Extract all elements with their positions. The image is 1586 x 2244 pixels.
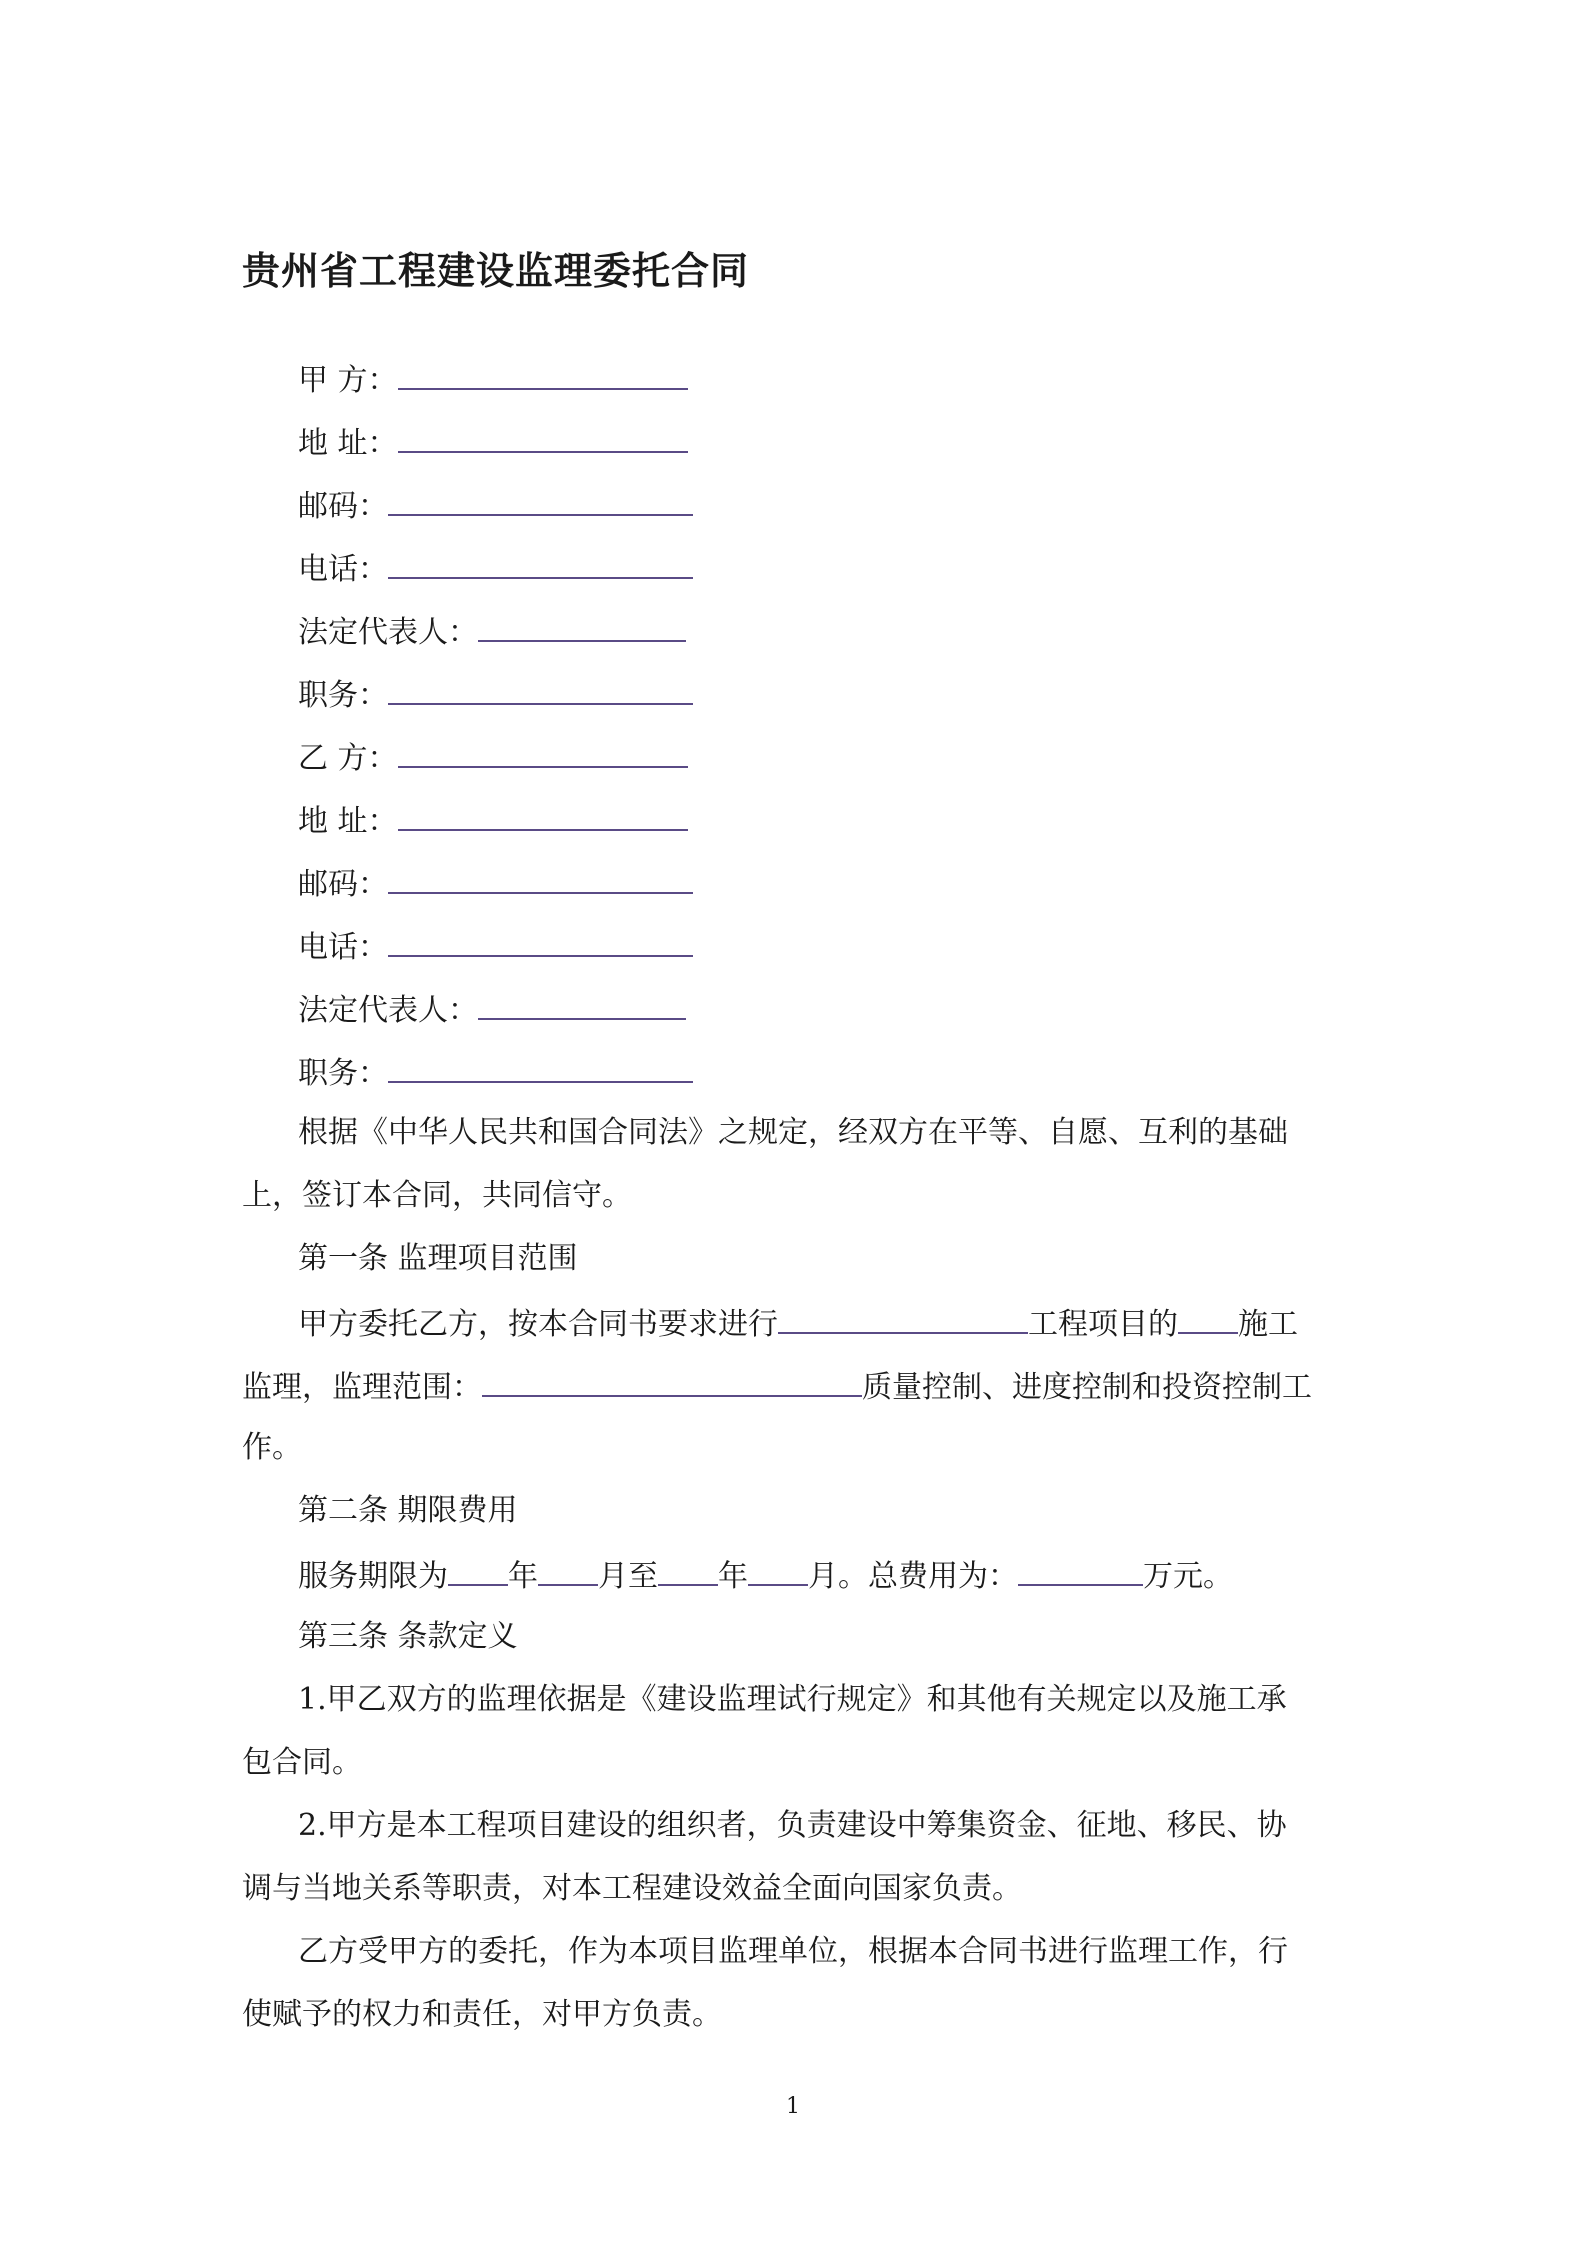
article-1-text-d: 监理，监理范围：	[242, 1370, 482, 1405]
party-b-postcode-blank	[388, 862, 693, 894]
term-text-e: 月。总费用为：	[808, 1559, 1018, 1594]
term-text-b: 年	[508, 1559, 538, 1594]
party-b-name-row	[298, 736, 688, 779]
party-a-legal-rep-label: 法定代表人：	[298, 615, 478, 650]
party-b-address-label: 地 址：	[298, 804, 398, 839]
party-a-postcode-row	[298, 484, 693, 527]
party-b-address-blank	[398, 799, 688, 831]
party-b-phone-label: 电话：	[298, 930, 388, 965]
party-a-address-label: 地 址：	[298, 426, 398, 461]
article-1-text-a: 甲方委托乙方，按本合同书要求进行	[298, 1307, 778, 1342]
preamble-line-1: 根据《中华人民共和国合同法》之规定，经双方在平等、自愿、互利的基础	[298, 1115, 1288, 1150]
article-1-heading: 第一条 监理项目范围	[298, 1241, 578, 1276]
party-b-position-blank	[388, 1051, 693, 1083]
party-b-postcode-label: 邮码：	[298, 867, 388, 902]
party-b-name-label: 乙 方：	[298, 741, 398, 776]
party-a-phone-blank	[388, 547, 693, 579]
article-2-line	[298, 1554, 1233, 1597]
start-year-blank	[448, 1554, 508, 1586]
party-b-legal-rep-row	[298, 988, 686, 1031]
end-month-blank	[748, 1554, 808, 1586]
party-b-address-row	[298, 799, 688, 842]
total-fee-blank	[1018, 1554, 1143, 1586]
project-name-blank	[778, 1302, 1028, 1334]
article-3-paragraph-line-1: 乙方受甲方的委托，作为本项目监理单位，根据本合同书进行监理工作，行	[298, 1934, 1288, 1969]
party-a-position-blank	[388, 673, 693, 705]
article-2-heading: 第二条 期限费用	[298, 1493, 518, 1528]
article-3-paragraph-line-2: 使赋予的权力和责任，对甲方负责。	[242, 1997, 722, 2032]
article-1-line-3: 作。	[242, 1430, 302, 1465]
party-b-postcode-row	[298, 862, 693, 905]
article-3-item-2-line-1: 2.甲方是本工程项目建设的组织者，负责建设中筹集资金、征地、移民、协	[298, 1808, 1287, 1843]
preamble-line-2: 上，签订本合同，共同信守。	[242, 1178, 632, 1213]
party-a-position-row	[298, 673, 693, 716]
party-a-position-label: 职务：	[298, 678, 388, 713]
article-3-item-1-line-2: 包合同。	[242, 1745, 362, 1780]
article-1-line-2	[242, 1365, 1312, 1408]
party-b-position-row	[298, 1051, 693, 1094]
party-a-name-label: 甲 方：	[298, 363, 398, 398]
party-a-legal-rep-blank	[478, 610, 686, 642]
term-text-d: 年	[718, 1559, 748, 1594]
article-1-text-b: 工程项目的	[1028, 1307, 1178, 1342]
party-a-legal-rep-row	[298, 610, 686, 653]
party-a-phone-row	[298, 547, 693, 590]
party-a-name-row	[298, 358, 688, 401]
party-b-legal-rep-label: 法定代表人：	[298, 993, 478, 1028]
party-a-address-blank	[398, 421, 688, 453]
party-b-position-label: 职务：	[298, 1056, 388, 1091]
party-b-phone-row	[298, 925, 693, 968]
start-month-blank	[538, 1554, 598, 1586]
party-a-address-row	[298, 421, 688, 464]
article-3-item-2-line-2: 调与当地关系等职责，对本工程建设效益全面向国家负责。	[242, 1871, 1022, 1906]
term-text-f: 万元。	[1143, 1559, 1233, 1594]
party-b-name-blank	[398, 736, 688, 768]
term-text-a: 服务期限为	[298, 1559, 448, 1594]
article-3-item-1-line-1: 1.甲乙双方的监理依据是《建设监理试行规定》和其他有关规定以及施工承	[298, 1682, 1287, 1717]
party-a-phone-label: 电话：	[298, 552, 388, 587]
party-b-legal-rep-blank	[478, 988, 686, 1020]
scope-blank	[482, 1365, 862, 1397]
page-number: 1	[786, 2094, 800, 2119]
party-a-postcode-blank	[388, 484, 693, 516]
article-1-line-1	[298, 1302, 1298, 1345]
article-1-text-c: 施工	[1238, 1307, 1298, 1342]
article-1-text-e: 质量控制、进度控制和投资控制工	[862, 1370, 1312, 1405]
article-3-heading: 第三条 条款定义	[298, 1619, 518, 1654]
party-a-postcode-label: 邮码：	[298, 489, 388, 524]
term-text-c: 月至	[598, 1559, 658, 1594]
document-title: 贵州省工程建设监理委托合同	[242, 249, 750, 293]
project-phase-blank	[1178, 1302, 1238, 1334]
party-b-phone-blank	[388, 925, 693, 957]
party-a-name-blank	[398, 358, 688, 390]
end-year-blank	[658, 1554, 718, 1586]
